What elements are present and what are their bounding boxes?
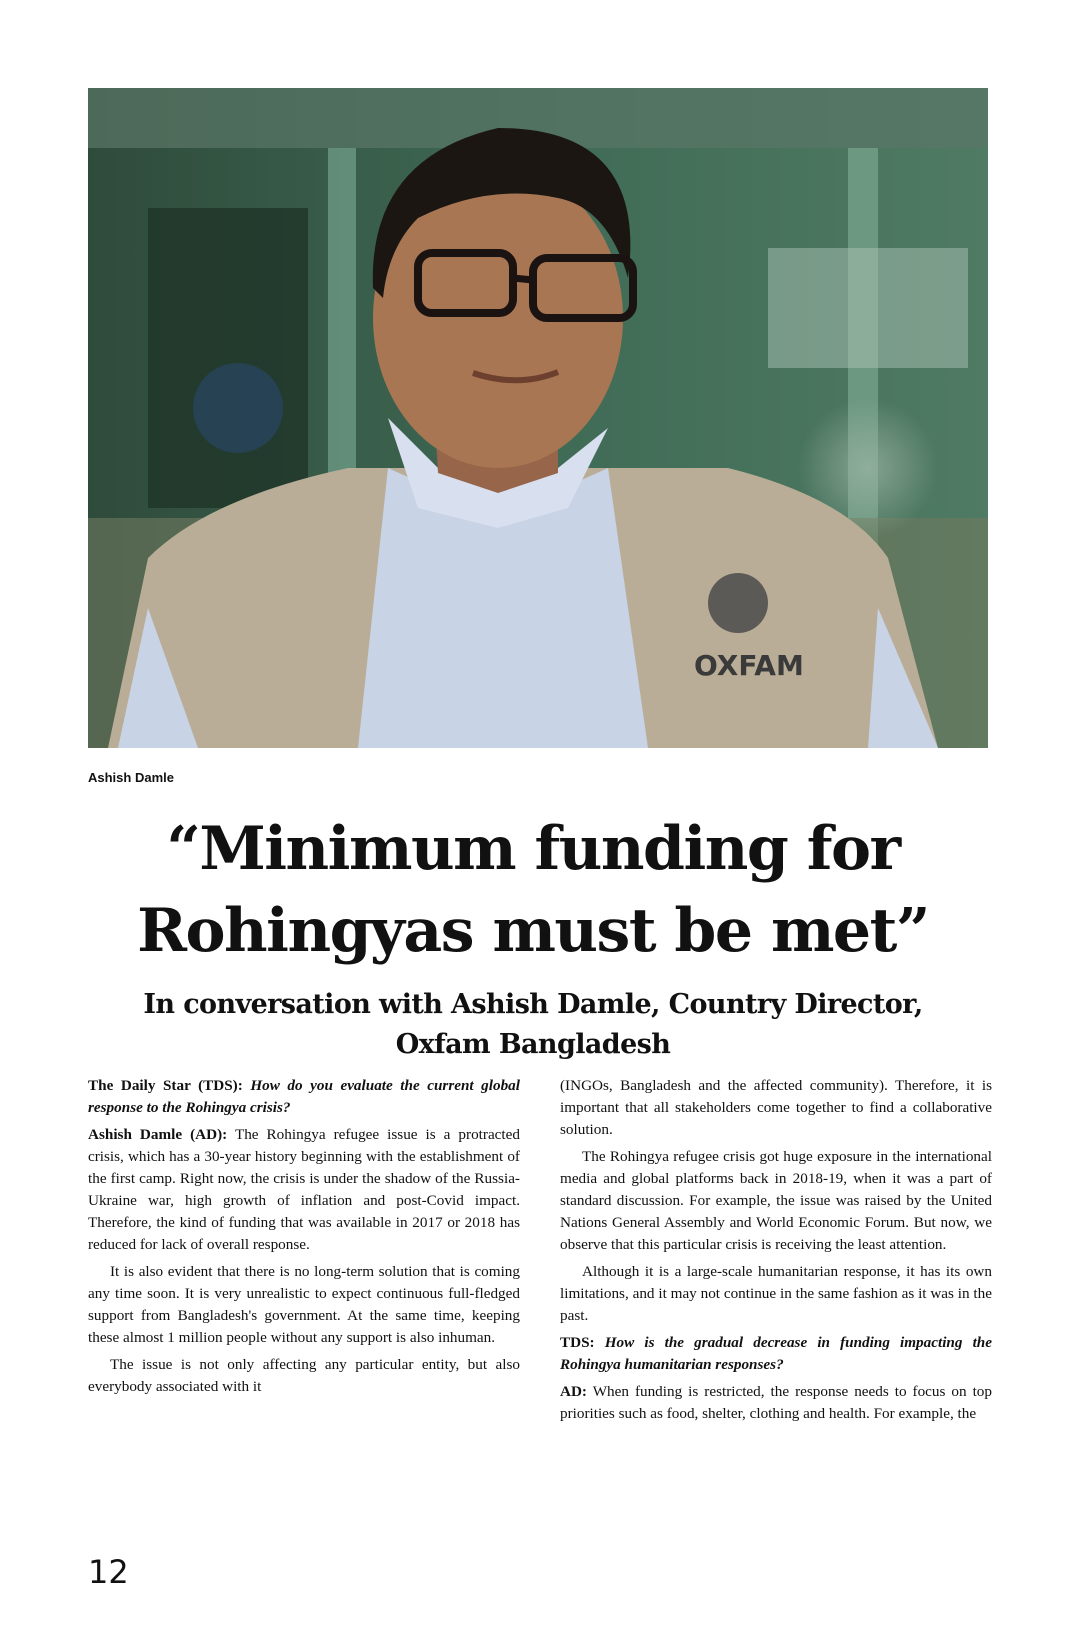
oxfam-logo: OXFAM [694, 649, 804, 682]
subheadline-line-1: In conversation with Ashish Damle, Country Director, [143, 989, 923, 1020]
article-column-right [560, 1075, 992, 1430]
speaker-label: Ashish Damle (AD): [88, 1126, 228, 1143]
speaker-label: TDS: [560, 1334, 595, 1351]
page-number: 12 [88, 1553, 129, 1591]
question-text: How is the gradual decrease in funding impacting the Rohingya humanitarian responses? [560, 1334, 992, 1373]
answer-text: The Rohingya refugee issue is a protracted crisis, which has a 30-year history beginning with the establishment of the first camp. Right now, the crisis is under the shadow of the Russia-Ukraine war, high growth of inflation and post-Covid impact. Therefore, the kind of funding that was available in 2017 or 2018 has reduced for lack of overall response. [88, 1126, 520, 1253]
paragraph: The Rohingya refugee crisis got huge exposure in the international media and global platforms back in 2018-19, when it was a part of standard discussion. For example, the issue was raised by the United Nations General Assembly and World Economic Forum. But now, we observe that this particular crisis is receiving the least attention. [560, 1148, 992, 1253]
photo-caption: Ashish Damle [88, 770, 174, 785]
headline-line-2: Rohingyas must be met” [137, 896, 929, 966]
speaker-label: AD: [560, 1383, 587, 1400]
interview-question [88, 1075, 520, 1119]
interview-answer [88, 1124, 520, 1256]
interview-answer [560, 1381, 992, 1425]
paragraph: Although it is a large-scale humanitarian response, it has its own limitations, and it may not continue in the same fashion as it was in the past. [560, 1263, 992, 1324]
headline-line-1: “Minimum funding for [166, 814, 900, 884]
paragraph: It is also evident that there is no long-term solution that is coming any time soon. It is very unrealistic to expect continuous full-fledged support from Bangladesh's government. At the same time, keeping these almost 1 million people without any support is also inhuman. [88, 1263, 520, 1346]
speaker-label: The Daily Star (TDS): [88, 1077, 243, 1094]
subheadline [60, 985, 1006, 1065]
interview-question [560, 1332, 992, 1376]
portrait-photo [88, 88, 988, 748]
paragraph: The issue is not only affecting any particular entity, but also everybody associated with it [88, 1356, 520, 1395]
article-column-left [88, 1075, 520, 1403]
headline [60, 808, 1006, 972]
question-text: How do you evaluate the current global response to the Rohingya crisis? [88, 1077, 520, 1116]
paragraph: (INGOs, Bangladesh and the affected community). Therefore, it is important that all stakeholders come together to find a collaborative solution. [560, 1077, 992, 1138]
answer-text: When funding is restricted, the response needs to focus on top priorities such as food, shelter, clothing and health. For example, the [560, 1383, 992, 1422]
subheadline-line-2: Oxfam Bangladesh [395, 1029, 671, 1060]
